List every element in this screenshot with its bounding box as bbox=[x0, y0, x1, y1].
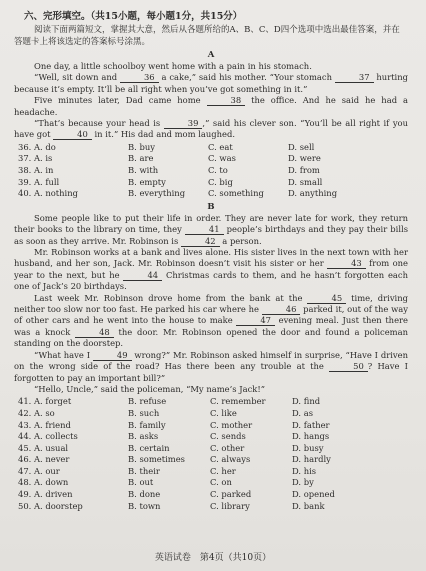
paragraph bbox=[14, 95, 408, 118]
answer-blank: 50 bbox=[329, 362, 368, 372]
option-choice: B. refuse bbox=[128, 396, 167, 407]
option-choice: D. sell bbox=[288, 141, 315, 152]
answer-blank: 43 bbox=[327, 259, 366, 269]
option-row bbox=[14, 466, 408, 478]
option-choice: B. such bbox=[128, 407, 160, 418]
paragraph-text: time, driving neither too slow nor too fast. He parked his car where he bbox=[14, 292, 408, 315]
section-heading: 六、完形填空。（共15小题，每小题1分，共15分） bbox=[24, 11, 243, 22]
option-choice: D. from bbox=[288, 165, 320, 176]
paragraph-text: wrong?” Mr. Robinson asked himself in surprise, “Have I driven on the wrong side of the road? Has there been any trouble at the bbox=[14, 349, 408, 372]
option-choice: D. anything bbox=[288, 188, 338, 199]
option-choice: 42. A. so bbox=[18, 407, 55, 418]
paragraph-text: Christmas cards to them, and he hasn’t forgotten each one of Jack’s 20 birthdays. bbox=[14, 269, 409, 292]
paragraph bbox=[14, 118, 408, 141]
option-row bbox=[14, 454, 408, 466]
option-choice: D. by bbox=[292, 477, 314, 488]
option-choice: C. sends bbox=[210, 431, 246, 442]
option-row bbox=[14, 177, 408, 189]
paragraph-text: “Well, sit down and bbox=[34, 72, 120, 83]
section-instructions: 阅读下面两篇短文，掌握其大意，然后从各题所给的A、B、C、D四个选项中选出最佳答案，并在答题卡上将该选定的答案标号涂黑。 bbox=[14, 25, 400, 47]
option-choice: D. find bbox=[292, 396, 321, 407]
option-row bbox=[14, 153, 408, 165]
option-row bbox=[14, 188, 408, 200]
option-choice: D. hangs bbox=[292, 431, 330, 442]
option-choice: 41. A. forget bbox=[18, 396, 72, 407]
option-row bbox=[14, 443, 408, 455]
option-row bbox=[14, 142, 408, 154]
option-row bbox=[14, 501, 408, 513]
option-choice: C. mother bbox=[210, 419, 253, 430]
paragraph bbox=[14, 247, 408, 293]
option-choice: 40. A. nothing bbox=[18, 188, 78, 199]
option-choice: 45. A. usual bbox=[18, 442, 69, 453]
option-row bbox=[14, 489, 408, 501]
option-choice: B. with bbox=[128, 165, 159, 176]
paragraph bbox=[14, 293, 408, 350]
paragraph-text: the office. And he said he had a headache. bbox=[14, 95, 408, 117]
option-choice: D. busy bbox=[292, 442, 324, 453]
paragraph-text: evening meal. Just then there was a knock bbox=[14, 315, 408, 337]
paragraph-text: ? Have I forgotten to pay an important bill?” bbox=[14, 361, 408, 383]
paragraph-text: Last week Mr. Robinson drove home from the bank at the bbox=[34, 292, 308, 303]
answer-blank: 36 bbox=[120, 73, 159, 83]
option-choice: C. her bbox=[210, 465, 236, 476]
option-choice: B. family bbox=[128, 419, 166, 430]
option-choice: D. opened bbox=[292, 489, 335, 500]
option-choice: B. empty bbox=[128, 176, 166, 187]
paragraph bbox=[14, 350, 408, 384]
option-choice: C. to bbox=[208, 165, 228, 176]
answer-blank: 49 bbox=[93, 351, 132, 361]
option-choice: D. bank bbox=[292, 500, 325, 511]
option-choice: C. always bbox=[210, 454, 251, 465]
answer-blank: 41 bbox=[185, 225, 224, 235]
option-choice: 38. A. in bbox=[18, 165, 54, 176]
option-choice: 39. A. full bbox=[18, 176, 60, 187]
passage-a-title: A bbox=[207, 50, 215, 60]
option-choice: 49. A. driven bbox=[18, 489, 73, 500]
paragraph-text: a person. bbox=[219, 235, 262, 246]
paragraph-text: in it.” His dad and mom laughed. bbox=[91, 129, 236, 140]
option-choice: 44. A. collects bbox=[18, 431, 78, 442]
passage-a-text bbox=[14, 61, 408, 141]
page-footer: 英语试卷 第4页（共10页） bbox=[154, 553, 272, 563]
passage-a-options bbox=[14, 142, 408, 200]
option-choice: D. were bbox=[288, 153, 321, 164]
paragraph-text: “Hello, Uncle,” said the policeman, “My name’s Jack!” bbox=[34, 383, 265, 394]
option-choice: B. done bbox=[128, 489, 161, 500]
option-choice: C. other bbox=[210, 442, 245, 453]
option-choice: B. everything bbox=[128, 188, 186, 199]
option-choice: B. their bbox=[128, 465, 160, 476]
option-choice: 37. A. is bbox=[18, 153, 53, 164]
passage-b-title: B bbox=[207, 201, 215, 212]
option-choice: C. parked bbox=[210, 489, 252, 500]
answer-blank: 40 bbox=[53, 130, 92, 140]
option-choice: C. big bbox=[208, 176, 233, 187]
option-row bbox=[14, 408, 408, 420]
paragraph-text: Some people like to put their life in order. They are never late for work, they return their books to the library on time, they bbox=[14, 212, 408, 235]
paragraph-text: ,” said his clever son. “You’ll be all right if you have got bbox=[14, 118, 408, 140]
option-choice: D. father bbox=[292, 419, 330, 430]
paragraph-text: hurting because it’s empty. It’ll be all right when you’ve got something in it.” bbox=[14, 72, 408, 94]
paragraph-text: from one year to the next, but he bbox=[14, 258, 409, 280]
option-choice: D. small bbox=[288, 176, 323, 187]
option-choice: 47. A. our bbox=[18, 465, 60, 476]
paragraph-text: One day, a little schoolboy went home with a pain in his stomach. bbox=[34, 61, 312, 71]
paragraph-text: a cake,” said his mother. “Your stomach bbox=[158, 72, 335, 83]
option-choice: 48. A. down bbox=[18, 477, 69, 488]
answer-blank: 46 bbox=[262, 305, 301, 315]
option-choice: B. town bbox=[128, 500, 161, 511]
answer-blank: 37 bbox=[335, 73, 374, 83]
option-choice: 43. A. friend bbox=[18, 419, 71, 430]
option-row bbox=[14, 396, 408, 408]
option-choice: D. as bbox=[292, 407, 314, 418]
passage-b-text bbox=[14, 213, 408, 396]
option-choice: D. hardly bbox=[292, 454, 331, 465]
option-row bbox=[14, 420, 408, 432]
paragraph-text: the door. Mr. Robinson opened the door and found a policeman standing on the doorstep. bbox=[14, 326, 409, 349]
option-choice: C. on bbox=[210, 477, 232, 488]
paragraph-text: Five minutes later, Dad came home bbox=[34, 95, 207, 106]
option-choice: C. something bbox=[208, 188, 264, 199]
option-row bbox=[14, 165, 408, 177]
paragraph-text: people’s birthdays and they pay their bills as soon as they arrive. Mr. Robinson is bbox=[14, 224, 408, 246]
answer-blank: 48 bbox=[75, 328, 114, 338]
answer-blank: 42 bbox=[181, 237, 220, 247]
paragraph-text: “What have I bbox=[34, 349, 93, 360]
option-choice: C. library bbox=[210, 500, 250, 511]
paragraph bbox=[14, 72, 408, 95]
option-choice: D. his bbox=[292, 465, 317, 476]
answer-blank: 39 bbox=[164, 119, 203, 129]
option-choice: C. eat bbox=[208, 141, 233, 152]
paragraph-text: “That’s because your head is bbox=[34, 118, 164, 129]
paragraph-text: parked it, out of the way of other cars and he went into the house to make bbox=[14, 304, 408, 326]
option-choice: B. sometimes bbox=[128, 454, 185, 465]
option-choice: B. asks bbox=[128, 431, 159, 442]
answer-blank: 38 bbox=[207, 96, 246, 106]
option-choice: 46. A. never bbox=[18, 454, 70, 465]
passage-b-options bbox=[14, 396, 408, 512]
option-choice: B. buy bbox=[128, 141, 155, 152]
option-choice: B. are bbox=[128, 153, 154, 164]
option-choice: C. like bbox=[210, 407, 237, 418]
option-choice: C. was bbox=[208, 153, 236, 164]
option-row bbox=[14, 477, 408, 489]
answer-blank: 45 bbox=[307, 294, 346, 304]
paragraph bbox=[14, 213, 408, 247]
option-choice: 36. A. do bbox=[18, 141, 56, 152]
option-choice: 50. A. doorstep bbox=[18, 500, 83, 511]
paragraph bbox=[14, 384, 408, 395]
option-choice: B. certain bbox=[128, 442, 170, 453]
option-choice: B. out bbox=[128, 477, 154, 488]
option-row bbox=[14, 431, 408, 443]
answer-blank: 44 bbox=[123, 271, 162, 281]
paragraph bbox=[14, 61, 408, 72]
answer-blank: 47 bbox=[236, 316, 275, 326]
paragraph-text: Mr. Robinson works at a bank and lives alone. His sister lives in the next town with her husband, and her son, Jack. Mr. Robinson doesn’t visit his sister or her bbox=[14, 247, 408, 269]
option-choice: C. remember bbox=[210, 396, 266, 407]
